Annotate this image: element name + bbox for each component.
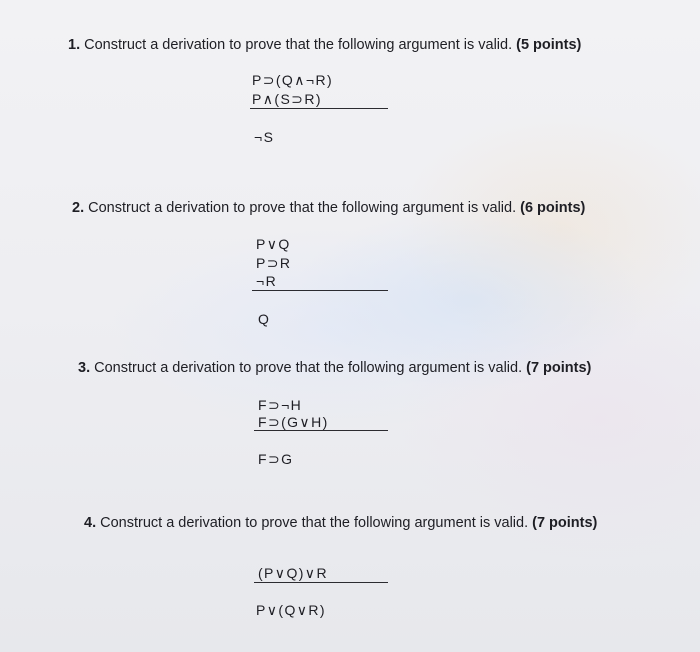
problem-2-points: (6 points) xyxy=(520,200,586,216)
problem-2-prompt xyxy=(72,200,585,216)
problem-4-points: (7 points) xyxy=(532,515,598,531)
problem-2-inference-line xyxy=(252,290,388,291)
problem-3-conclusion: F⊃G xyxy=(258,451,294,467)
problem-4-text: Construct a derivation to prove that the following argument is valid. xyxy=(100,515,529,531)
problem-3-inference-line xyxy=(254,430,388,431)
problem-4-premise-1: (P∨Q)∨R xyxy=(258,565,328,581)
problem-3-points: (7 points) xyxy=(526,360,592,376)
problem-4-number: 4. xyxy=(84,515,97,531)
problem-3-premise-1: F⊃¬H xyxy=(258,397,303,413)
problem-1-prompt xyxy=(68,37,581,53)
problem-1-number: 1. xyxy=(68,37,81,53)
problem-1-points: (5 points) xyxy=(516,37,582,53)
problem-1-inference-line xyxy=(250,108,388,109)
problem-2-premise-2: P⊃R xyxy=(256,255,292,271)
problem-4-inference-line xyxy=(254,582,388,583)
problem-3-number: 3. xyxy=(78,360,91,376)
problem-1-conclusion: ¬S xyxy=(254,129,275,145)
problem-2-number: 2. xyxy=(72,200,85,216)
problem-1-premise-2: P∧(S⊃R) xyxy=(252,91,322,107)
problem-2-premise-3: ¬R xyxy=(256,273,278,289)
problem-3-premise-2: F⊃(G∨H) xyxy=(258,414,329,430)
problem-3-prompt xyxy=(78,360,591,376)
problem-4-prompt xyxy=(84,515,597,531)
problem-2-conclusion: Q xyxy=(258,311,271,327)
problem-2-premise-1: P∨Q xyxy=(256,236,291,252)
problem-2-text: Construct a derivation to prove that the following argument is valid. xyxy=(88,200,517,216)
problem-4-conclusion: P∨(Q∨R) xyxy=(256,602,326,618)
problem-3-text: Construct a derivation to prove that the following argument is valid. xyxy=(94,360,523,376)
problem-1-premise-1: P⊃(Q∧¬R) xyxy=(252,72,334,88)
problem-1-text: Construct a derivation to prove that the following argument is valid. xyxy=(84,37,513,53)
